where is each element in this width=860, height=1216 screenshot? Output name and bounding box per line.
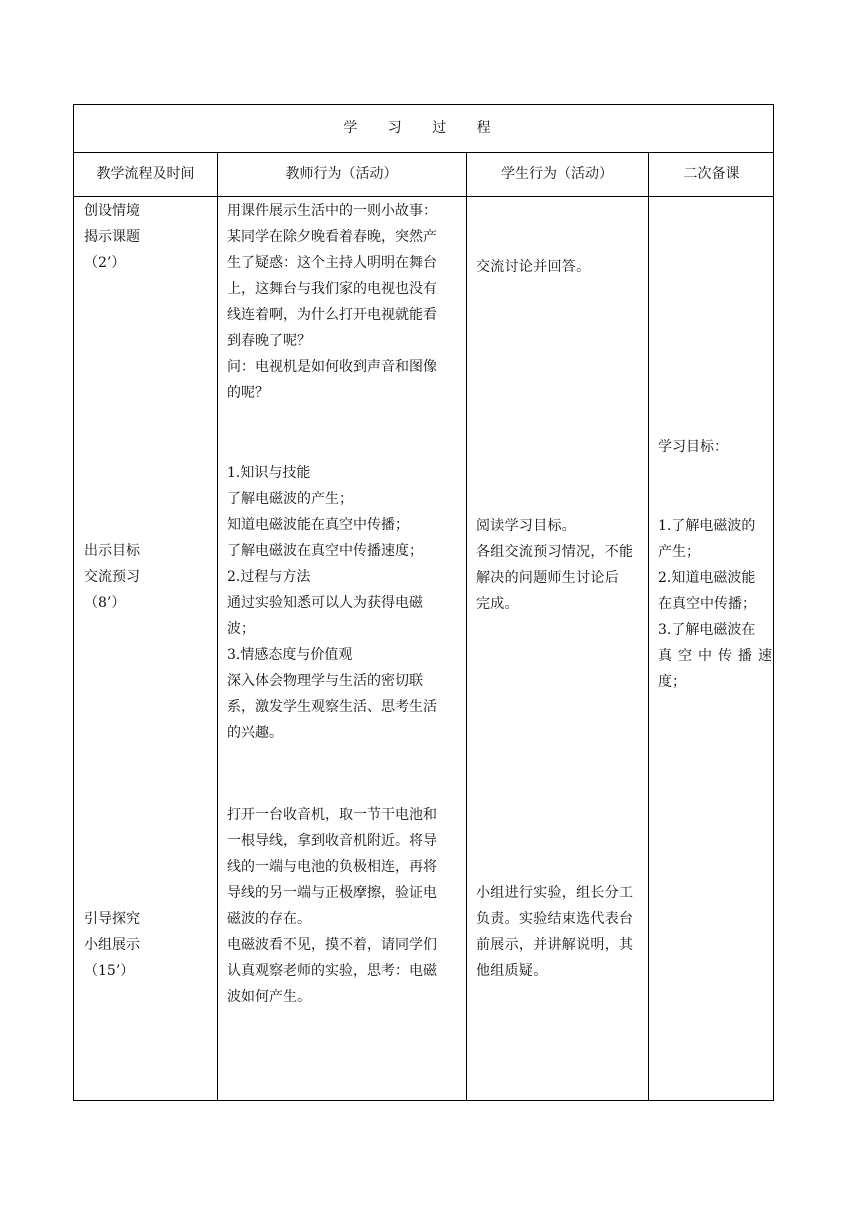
header-second-prep: 二次备课 bbox=[683, 166, 740, 182]
stage-time: （8’） bbox=[84, 595, 126, 611]
text-line: 上，这舞台与我们家的电视也没有 bbox=[227, 281, 437, 297]
stage-line: 引导探究 bbox=[84, 911, 140, 927]
text-line: 电磁波看不见，摸不着，请同学们 bbox=[227, 937, 437, 953]
text-line: 了解电磁波的产生； bbox=[227, 491, 353, 507]
text-line: 知道电磁波能在真空中传播； bbox=[227, 517, 409, 533]
stage-show-goals bbox=[84, 538, 140, 616]
text-line: 线连着啊，为什么打开电视就能看 bbox=[227, 307, 437, 323]
text-line: 到春晚了呢？ bbox=[227, 333, 311, 349]
column-divider-3 bbox=[648, 152, 649, 1100]
table-title: 学 习 过 程 bbox=[343, 120, 504, 136]
text-line: 完成。 bbox=[476, 596, 519, 612]
text-line: 他组质疑。 bbox=[476, 963, 548, 979]
text-line: 用课件展示生活中的一则小故事： bbox=[227, 203, 437, 219]
stage-line: 揭示课题 bbox=[84, 229, 140, 245]
text-line: 度； bbox=[658, 674, 686, 690]
text-line: 真空中传播速 bbox=[658, 648, 778, 664]
text-line: 一根导线，拿到收音机附近。将导 bbox=[227, 833, 437, 849]
text-line: 阅读学习目标。 bbox=[476, 518, 577, 534]
text-line: 通过实验知悉可以人为获得电磁 bbox=[227, 595, 423, 611]
learning-process-table bbox=[73, 104, 778, 1101]
text-line: 交流讨论并回答。 bbox=[476, 259, 591, 275]
text-line: 2.过程与方法 bbox=[227, 569, 311, 585]
text-line: 小组进行实验，组长分工 bbox=[476, 885, 634, 901]
text-line: 深入体会物理学与生活的密切联 bbox=[227, 673, 423, 689]
header-teacher-activity: 教师行为（活动） bbox=[285, 166, 398, 182]
teacher-activity-block-1 bbox=[227, 198, 437, 406]
text-line: 各组交流预习情况，不能 bbox=[476, 544, 634, 560]
second-prep-goals bbox=[658, 513, 778, 695]
text-line: 前展示，并讲解说明，其 bbox=[476, 937, 634, 953]
text-line: 认真观察老师的实验，思考：电磁 bbox=[227, 963, 437, 979]
teacher-activity-block-3 bbox=[227, 802, 437, 1010]
header-student-activity: 学生行为（活动） bbox=[501, 166, 613, 182]
text-line: 学习目标： bbox=[658, 439, 728, 455]
text-line: 线的一端与电池的负极相连，再将 bbox=[227, 859, 437, 875]
text-line: 负责。实验结束选代表台 bbox=[476, 911, 634, 927]
teacher-activity-block-2 bbox=[227, 460, 437, 746]
stage-line: 出示目标 bbox=[84, 543, 140, 559]
text-line: 打开一台收音机，取一节干电池和 bbox=[227, 807, 437, 823]
text-line: 的呢？ bbox=[227, 385, 269, 401]
text-line: 3.了解电磁波在 bbox=[658, 622, 756, 638]
stage-line: 小组展示 bbox=[84, 937, 140, 953]
header-process-time: 教学流程及时间 bbox=[96, 166, 195, 182]
header-divider bbox=[74, 196, 773, 197]
stage-line: 创设情境 bbox=[84, 203, 140, 219]
text-line: 某同学在除夕晚看着春晚，突然产 bbox=[227, 229, 437, 245]
text-line: 的兴趣。 bbox=[227, 725, 283, 741]
student-activity-block-2 bbox=[476, 513, 633, 617]
text-line: 1.知识与技能 bbox=[227, 465, 311, 481]
stage-create-context bbox=[84, 198, 140, 276]
text-line: 导线的另一端与正极摩擦，验证电 bbox=[227, 885, 437, 901]
text-line: 了解电磁波在真空中传播速度； bbox=[227, 543, 423, 559]
text-line: 波； bbox=[227, 621, 255, 637]
text-line: 3.情感态度与价值观 bbox=[227, 647, 353, 663]
text-line: 生了疑惑：这个主持人明明在舞台 bbox=[227, 255, 437, 271]
text-line: 2.知道电磁波能 bbox=[658, 570, 756, 586]
text-line: 问：电视机是如何收到声音和图像 bbox=[227, 359, 437, 375]
text-line: 解决的问题师生讨论后 bbox=[476, 570, 619, 586]
text-line: 系，激发学生观察生活、思考生活 bbox=[227, 699, 437, 715]
student-activity-block-1 bbox=[476, 254, 590, 280]
column-divider-2 bbox=[466, 152, 467, 1100]
text-line: 产生； bbox=[658, 544, 700, 560]
stage-time: （15’） bbox=[84, 963, 135, 979]
text-line: 磁波的存在。 bbox=[227, 911, 311, 927]
stage-time: （2’） bbox=[84, 255, 126, 271]
second-prep-heading bbox=[658, 434, 728, 460]
text-line: 1.了解电磁波的 bbox=[658, 518, 756, 534]
text-line: 在真空中传播； bbox=[658, 596, 756, 612]
student-activity-block-3 bbox=[476, 880, 633, 984]
stage-line: 交流预习 bbox=[84, 569, 140, 585]
text-line: 波如何产生。 bbox=[227, 989, 311, 1005]
column-divider-1 bbox=[217, 152, 218, 1100]
stage-guided-inquiry bbox=[84, 906, 140, 984]
